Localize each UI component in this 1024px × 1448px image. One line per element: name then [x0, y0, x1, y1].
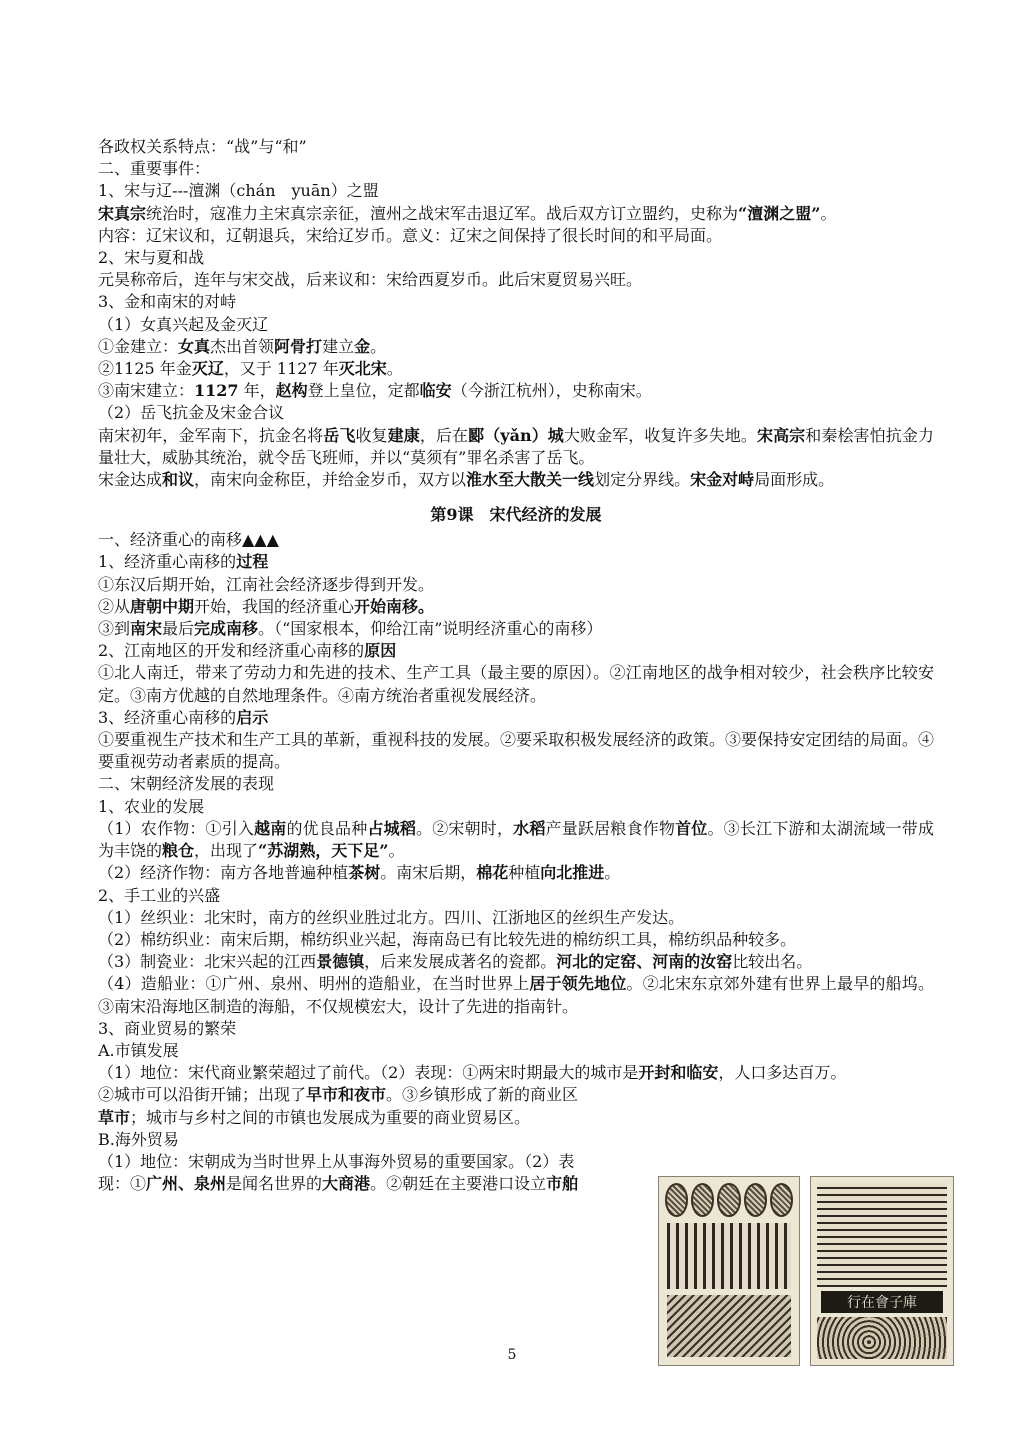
subsection-heading: 2、江南地区的开发和经济重心南移的原因: [98, 641, 397, 661]
banknote-images: [658, 1176, 954, 1364]
text-line: ③到南宋最后完成南移。（“国家根本，仰给江南”说明经济重心的南移）: [98, 619, 603, 639]
script-columns: [667, 1223, 791, 1289]
text-line: 宋金达成和议，南宋向金称臣，并给金岁币，双方以淮水至大散关一线划定分界线。宋金对峙局面形成。: [98, 470, 835, 490]
subsection-heading: 3、金和南宋的对峙: [98, 292, 237, 312]
text-line: 元昊称帝后，连年与宋交战，后来议和：宋给西夏岁币。此后宋夏贸易兴旺。: [98, 270, 643, 290]
coin-pattern: [665, 1183, 793, 1217]
banknote-title-band: [821, 1291, 943, 1313]
text-line: （1）地位：宋朝成为当时世界上从事海外贸易的重要国家。（2）表: [98, 1151, 575, 1171]
subsection-heading: 1、经济重心南移的过程: [98, 552, 269, 572]
subsection-heading: 2、手工业的兴盛: [98, 885, 221, 905]
paragraph-yuefei: 南宋初年，金军南下，抗金名将岳飞收复建康，后在郾（yǎn）城大败金军，收复许多失地。宋高宗和秦桧害怕抗金力量壮大，威胁其统治，就令岳飞班师，并以“莫须有”罪名杀害了岳飞。: [98, 425, 934, 467]
section-heading: 二、宋朝经济发展的表现: [98, 774, 275, 794]
text-line: ③南宋建立：1127 年，赵构登上皇位，定都临安（今浙江杭州），史称南宋。: [98, 381, 652, 401]
text-line: ①东汉后期开始，江南社会经济逐步得到开发。: [98, 574, 435, 594]
paragraph-lessons: ①要重视生产技术和生产工具的革新，重视科技的发展。②要采取积极发展经济的政策。③要保持安定团结的局面。④要重视劳动者素质的提高。: [98, 730, 934, 772]
sub-heading: （2）岳飞抗金及宋金合议: [98, 403, 285, 423]
text-line: 内容：辽宋议和，辽朝退兵，宋给辽岁币。意义：辽宋之间保持了很长时间的和平局面。: [98, 225, 723, 245]
text-line: ②从唐朝中期开始，我国的经济重心开始南移。: [98, 596, 435, 616]
text-line: 各政权关系特点：“战”与“和”: [98, 137, 307, 156]
paragraph-shipbuilding: （4）造船业：①广州、泉州、明州的造船业，在当时世界上居于领先地位。②北宋东京郊外建有世界上最早的船坞。③南宋沿海地区制造的海船，不仅规模宏大，设计了先进的指南针。: [98, 974, 934, 1016]
paragraph-crops: （1）农作物：①引入越南的优良品种占城稻。②宋朝时，水稻产量跃居粮食作物首位。③长江下游和太湖流域一带成为丰饶的粮仓，出现了“苏湖熟，天下足”。: [98, 818, 934, 861]
section-heading: 一、经济重心的南移▲▲▲: [98, 530, 279, 550]
text-line: ①金建立：女真杰出首领阿骨打建立金。: [98, 336, 387, 356]
text-panel: [817, 1183, 947, 1287]
page-number: 5: [507, 1347, 517, 1363]
text-line: （2）经济作物：南方各地普遍种植茶树。南宋后期，棉花种植向北推进。: [98, 863, 621, 883]
text-line: 现：①广州、泉州是闻名世界的大商港。②朝廷在主要港口设立市舶: [98, 1174, 579, 1194]
text-line: （1）丝织业：北宋时，南方的丝织业胜过北方。四川、江浙地区的丝织生产发达。: [98, 907, 685, 927]
sub-heading: A.市镇发展: [98, 1040, 179, 1060]
subsection-heading: 2、宋与夏和战: [98, 248, 205, 268]
document-body: [98, 136, 934, 1195]
huizi-banknote-image: [810, 1176, 954, 1366]
text-line: （3）制瓷业：北宋兴起的江西景德镇，后来发展成著名的瓷都。河北的定窑、河南的汝窑比较出名。: [98, 952, 813, 972]
paragraph-chanyuan: 宋真宗统治时，寇准力主宋真宗亲征，澶州之战宋军击退辽军。战后双方订立盟约，史称为“澶渊之盟”。: [98, 203, 837, 223]
text-line: （1）地位：宋代商业繁荣超过了前代。（2）表现：①两宋时期最大的城市是开封和临安，人口多达百万。: [98, 1063, 847, 1083]
text-line: 草市；城市与乡村之间的市镇也发展成为重要的商业贸易区。: [98, 1107, 531, 1127]
sub-heading: （1）女真兴起及金灭辽: [98, 314, 269, 334]
paragraph-reasons: ①北人南迁，带来了劳动力和先进的技术、生产工具（最主要的原因）。②江南地区的战争相对较少，社会秩序比较安定。③南方优越的自然地理条件。④南方统治者重视发展经济。: [98, 663, 934, 705]
lesson-title: 第9课 宋代经济的发展: [430, 505, 602, 525]
section-heading: 二、重要事件：: [98, 159, 211, 179]
banknote-title: 行在會子庫: [847, 1295, 917, 1311]
subsection-heading: 3、商业贸易的繁荣: [98, 1018, 237, 1038]
text-line: ②城市可以沿街开铺；出现了早市和夜市。③乡镇形成了新的商业区: [98, 1085, 579, 1105]
sub-heading: B.海外贸易: [98, 1129, 179, 1149]
subsection-heading: 1、农业的发展: [98, 796, 205, 816]
text-line: （2）棉纺织业：南宋后期，棉纺织业兴起，海南岛已有比较先进的棉纺织工具，棉纺织品种较多。: [98, 929, 797, 949]
jiaozi-banknote-image: [658, 1176, 800, 1366]
subsection-heading: 1、宋与辽---澶渊（chán yuān）之盟: [98, 181, 379, 201]
text-line: ②1125 年金灭辽，又于 1127 年灭北宋。: [98, 359, 403, 379]
subsection-heading: 3、经济重心南移的启示: [98, 707, 269, 727]
